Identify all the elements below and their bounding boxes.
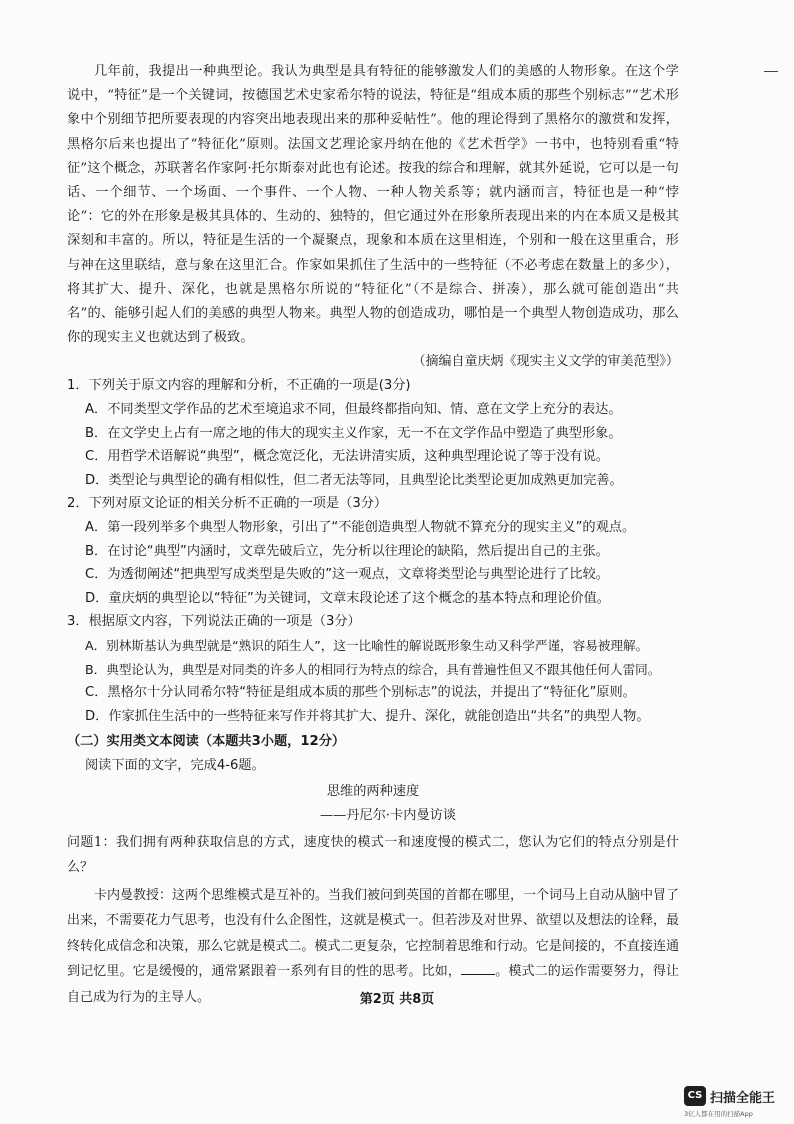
fill-blank [461, 962, 495, 975]
option-d: D．作家抓住生活中的一些特征来写作并将其扩大、提升、深化，就能创造出“共名”的典型人物。 [85, 708, 650, 724]
question-stem: 3．根据原文内容，下列说法正确的一项是（3分） [67, 614, 361, 630]
article-title: 思维的两种速度 [326, 783, 420, 799]
option-d: D．类型论与典型论的确有相似性，但二者无法等同，且典型论比类型论更加成熟更加完善。 [85, 472, 623, 488]
question-stem: 1．下列关于原文内容的理解和分析，不正确的一项是(3分) [67, 378, 411, 394]
margin-mark [764, 71, 778, 72]
option-a: A．不同类型文学作品的艺术至境追求不同，但最终都指向知、情、意在文学上充分的表达。 [85, 402, 622, 418]
interview-question: 问题1：我们拥有两种获取信息的方式，速度快的模式一和速度慢的模式二，您认为它们的特点分别是什么？ [67, 834, 679, 876]
answer-text-end: 。模式二的运作需要努力，得让自己成为行为的主导人。 [67, 964, 679, 1005]
article-subtitle: ——丹尼尔·卡内曼访谈 [319, 807, 457, 823]
option-b: B．典型论认为，典型是对同类的许多人的相同行为特点的综合，具有普遍性但又不跟其他任何人雷同。 [85, 661, 661, 677]
question-2 [67, 492, 679, 610]
scanner-brand-name: 扫描全能王 [710, 1091, 776, 1106]
option-a: A．别林斯基认为典型就是“熟识的陌生人”，这一比喻性的解说既形象生动又科学严谨，容易被理解。 [85, 637, 649, 653]
section-heading: （二）实用类文本阅读（本题共3小题，12分） [67, 734, 346, 750]
page-footer: 第2页 共8页 [359, 992, 435, 1007]
page-content [67, 60, 679, 1010]
passage-source: （摘编自童庆炳《现实主义文学的审美范型》） [412, 354, 679, 370]
answer-text: 卡内曼教授：这两个思维模式是互补的。当我们被问到英国的首都在哪里，一个词马上自动从脑中冒了出来，不需要花力气思考，也没有什么企图性，这就是模式一。但若涉及对世界、欲望以及想法的诠释，最终转化成信念和决策，那么它就是模式二。模式二更复杂，它控制着思维和行动。它是间接的，不直接连通到记忆里。它是缓慢的，通常紧跟着一系列有目的性的思考。比如， [67, 887, 680, 980]
question-stem: 2．下列对原文论证的相关分析不正确的一项是（3分） [67, 496, 388, 512]
question-3 [67, 610, 679, 728]
passage-paragraph: 几年前，我提出一种典型论。我认为典型是具有特征的能够激发人们的美感的人物形象。在这个学说中，“特征”是一个关键词，按德国艺术史家希尔特的说法，特征是“组成本质的那些个别标志”“艺术形象中个别细节把所要表现的内容突出地表现出来的那种妥帖性”。他的理论得到了黑格尔的激赏和发挥，黑格尔后来也提出了“特征化”原则。法国文艺理论家丹纳在他的《艺术哲学》一书中，也特别看重“特征”这个概念，苏联著名作家阿·托尔斯泰对此也有论述。按我的综合和理解，就其外延说，它可以是一句话、一个细节、一个场面、一个事件、一个人物、一种人物关系等；就内涵而言，特征也是一种“悖论”：它的外在形象是极其具体的、生动的、独特的，但它通过外在形象所表现出来的内在本质又是极其深刻和丰富的。所以，特征是生活的一个凝聚点，现象和本质在这里相连，个别和一般在这里重合，形与神在这里联结，意与象在这里汇合。作家如果抓住了生活中的一些特征（不必考虑在数量上的多少），将其扩大、提升、深化，也就是黑格尔所说的“特征化”（不是综合、拼凑），那么就可能创造出“共名”的、能够引起人们的美感的典型人物来。典型人物的创造成功，哪怕是一个典型人物创造成功，那么你的现实主义也就达到了极致。 [67, 64, 679, 346]
scanner-tagline: 3亿人都在用的扫描App [684, 1110, 753, 1118]
question-1 [67, 374, 679, 492]
option-b: B．在讨论“典型”内涵时，文章先破后立，先分析以往理论的缺陷，然后提出自己的主张。 [85, 543, 609, 559]
option-b: B．在文学史上占有一席之地的伟大的现实主义作家，无一不在文学作品中塑造了典型形象。 [85, 425, 622, 441]
scanner-watermark [684, 1086, 790, 1120]
option-c: C．黑格尔十分认同希尔特“特征是组成本质的那些个别标志”的说法，并提出了“特征化”原则。 [85, 685, 636, 701]
option-d: D．童庆炳的典型论以“特征”为关键词，文章末段论述了这个概念的基本特点和理论价值。 [85, 590, 610, 606]
option-a: A．第一段列举多个典型人物形象，引出了“不能创造典型人物就不算充分的现实主义”的观点。 [85, 520, 636, 535]
section-instruction: 阅读下面的文字，完成4-6题。 [85, 757, 265, 773]
option-c: C．用哲学术语解说“典型”，概念宽泛化，无法讲清实质，这种典型理论说了等于没有说。 [85, 449, 609, 465]
option-c: C．为透彻阐述“把典型写成类型是失败的”这一观点，文章将类型论与典型论进行了比较。 [85, 567, 609, 583]
scanner-logo-icon: CS [684, 1086, 706, 1106]
